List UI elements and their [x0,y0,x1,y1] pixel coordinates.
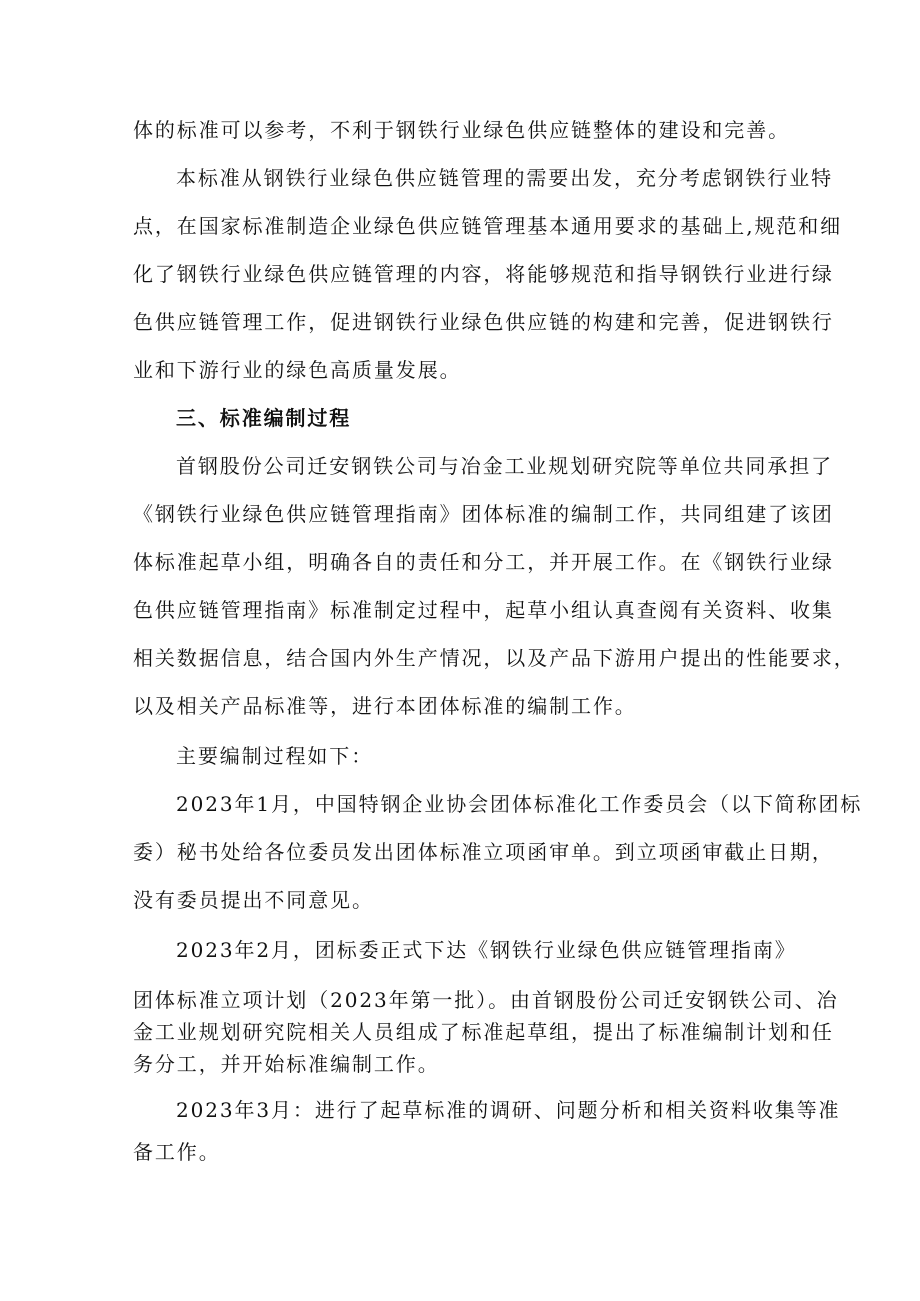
text-line: 没有委员提出不同意见。 [133,888,374,912]
text-line: 《钢铁行业绿色供应链管理指南》团体标准的编制工作，共同组建了该团 [133,502,834,526]
text-line: 色供应链管理工作，促进钢铁行业绿色供应链的构建和完善，促进钢铁行 [133,310,834,334]
text-line: 委）秘书处给各位委员发出团体标准立项函审单。到立项函审截止日期， [133,840,834,864]
text-line: 体标准起草小组，明确各自的责任和分工，并开展工作。在《钢铁行业绿 [133,550,834,574]
text-line: 2023年2月，团标委正式下达《钢铁行业绿色供应链管理指南》 [176,938,797,962]
text-line: 本标准从钢铁行业绿色供应链管理的需要出发，充分考虑钢铁行业特 [176,166,833,190]
text-line: 金工业规划研究院相关人员组成了标准起草组，提出了标准编制计划和任 [133,1020,834,1044]
text-line: 点，在国家标准制造企业绿色供应链管理基本通用要求的基础上,规范和细 [133,214,843,238]
text-line: 2023年3月：进行了起草标准的调研、问题分析和相关资料收集等准 [176,1098,841,1122]
text-line: 主要编制过程如下： [176,744,374,768]
text-line: 务分工，并开始标准编制工作。 [133,1052,440,1076]
section-heading: 三、标准编制过程 [176,406,352,430]
text-line: 色供应链管理指南》标准制定过程中，起草小组认真查阅有关资料、收集 [133,598,834,622]
text-line: 首钢股份公司迁安钢铁公司与冶金工业规划研究院等单位共同承担了 [176,454,833,478]
text-line: 备工作。 [133,1140,221,1164]
text-line: 团体标准立项计划（2023年第一批）。由首钢股份公司迁安钢铁公司、冶 [133,988,839,1012]
text-line: 相关数据信息，结合国内外生产情况，以及产品下游用户提出的性能要求， [133,646,856,670]
text-line: 体的标准可以参考，不利于钢铁行业绿色供应链整体的建设和完善。 [133,118,790,142]
text-line: 以及相关产品标准等，进行本团体标准的编制工作。 [133,694,637,718]
text-line: 2023年1月，中国特钢企业协会团体标准化工作委员会（以下简称团标 [176,792,863,816]
text-line: 化了钢铁行业绿色供应链管理的内容，将能够规范和指导钢铁行业进行绿 [133,262,834,286]
text-line: 业和下游行业的绿色高质量发展。 [133,358,462,382]
